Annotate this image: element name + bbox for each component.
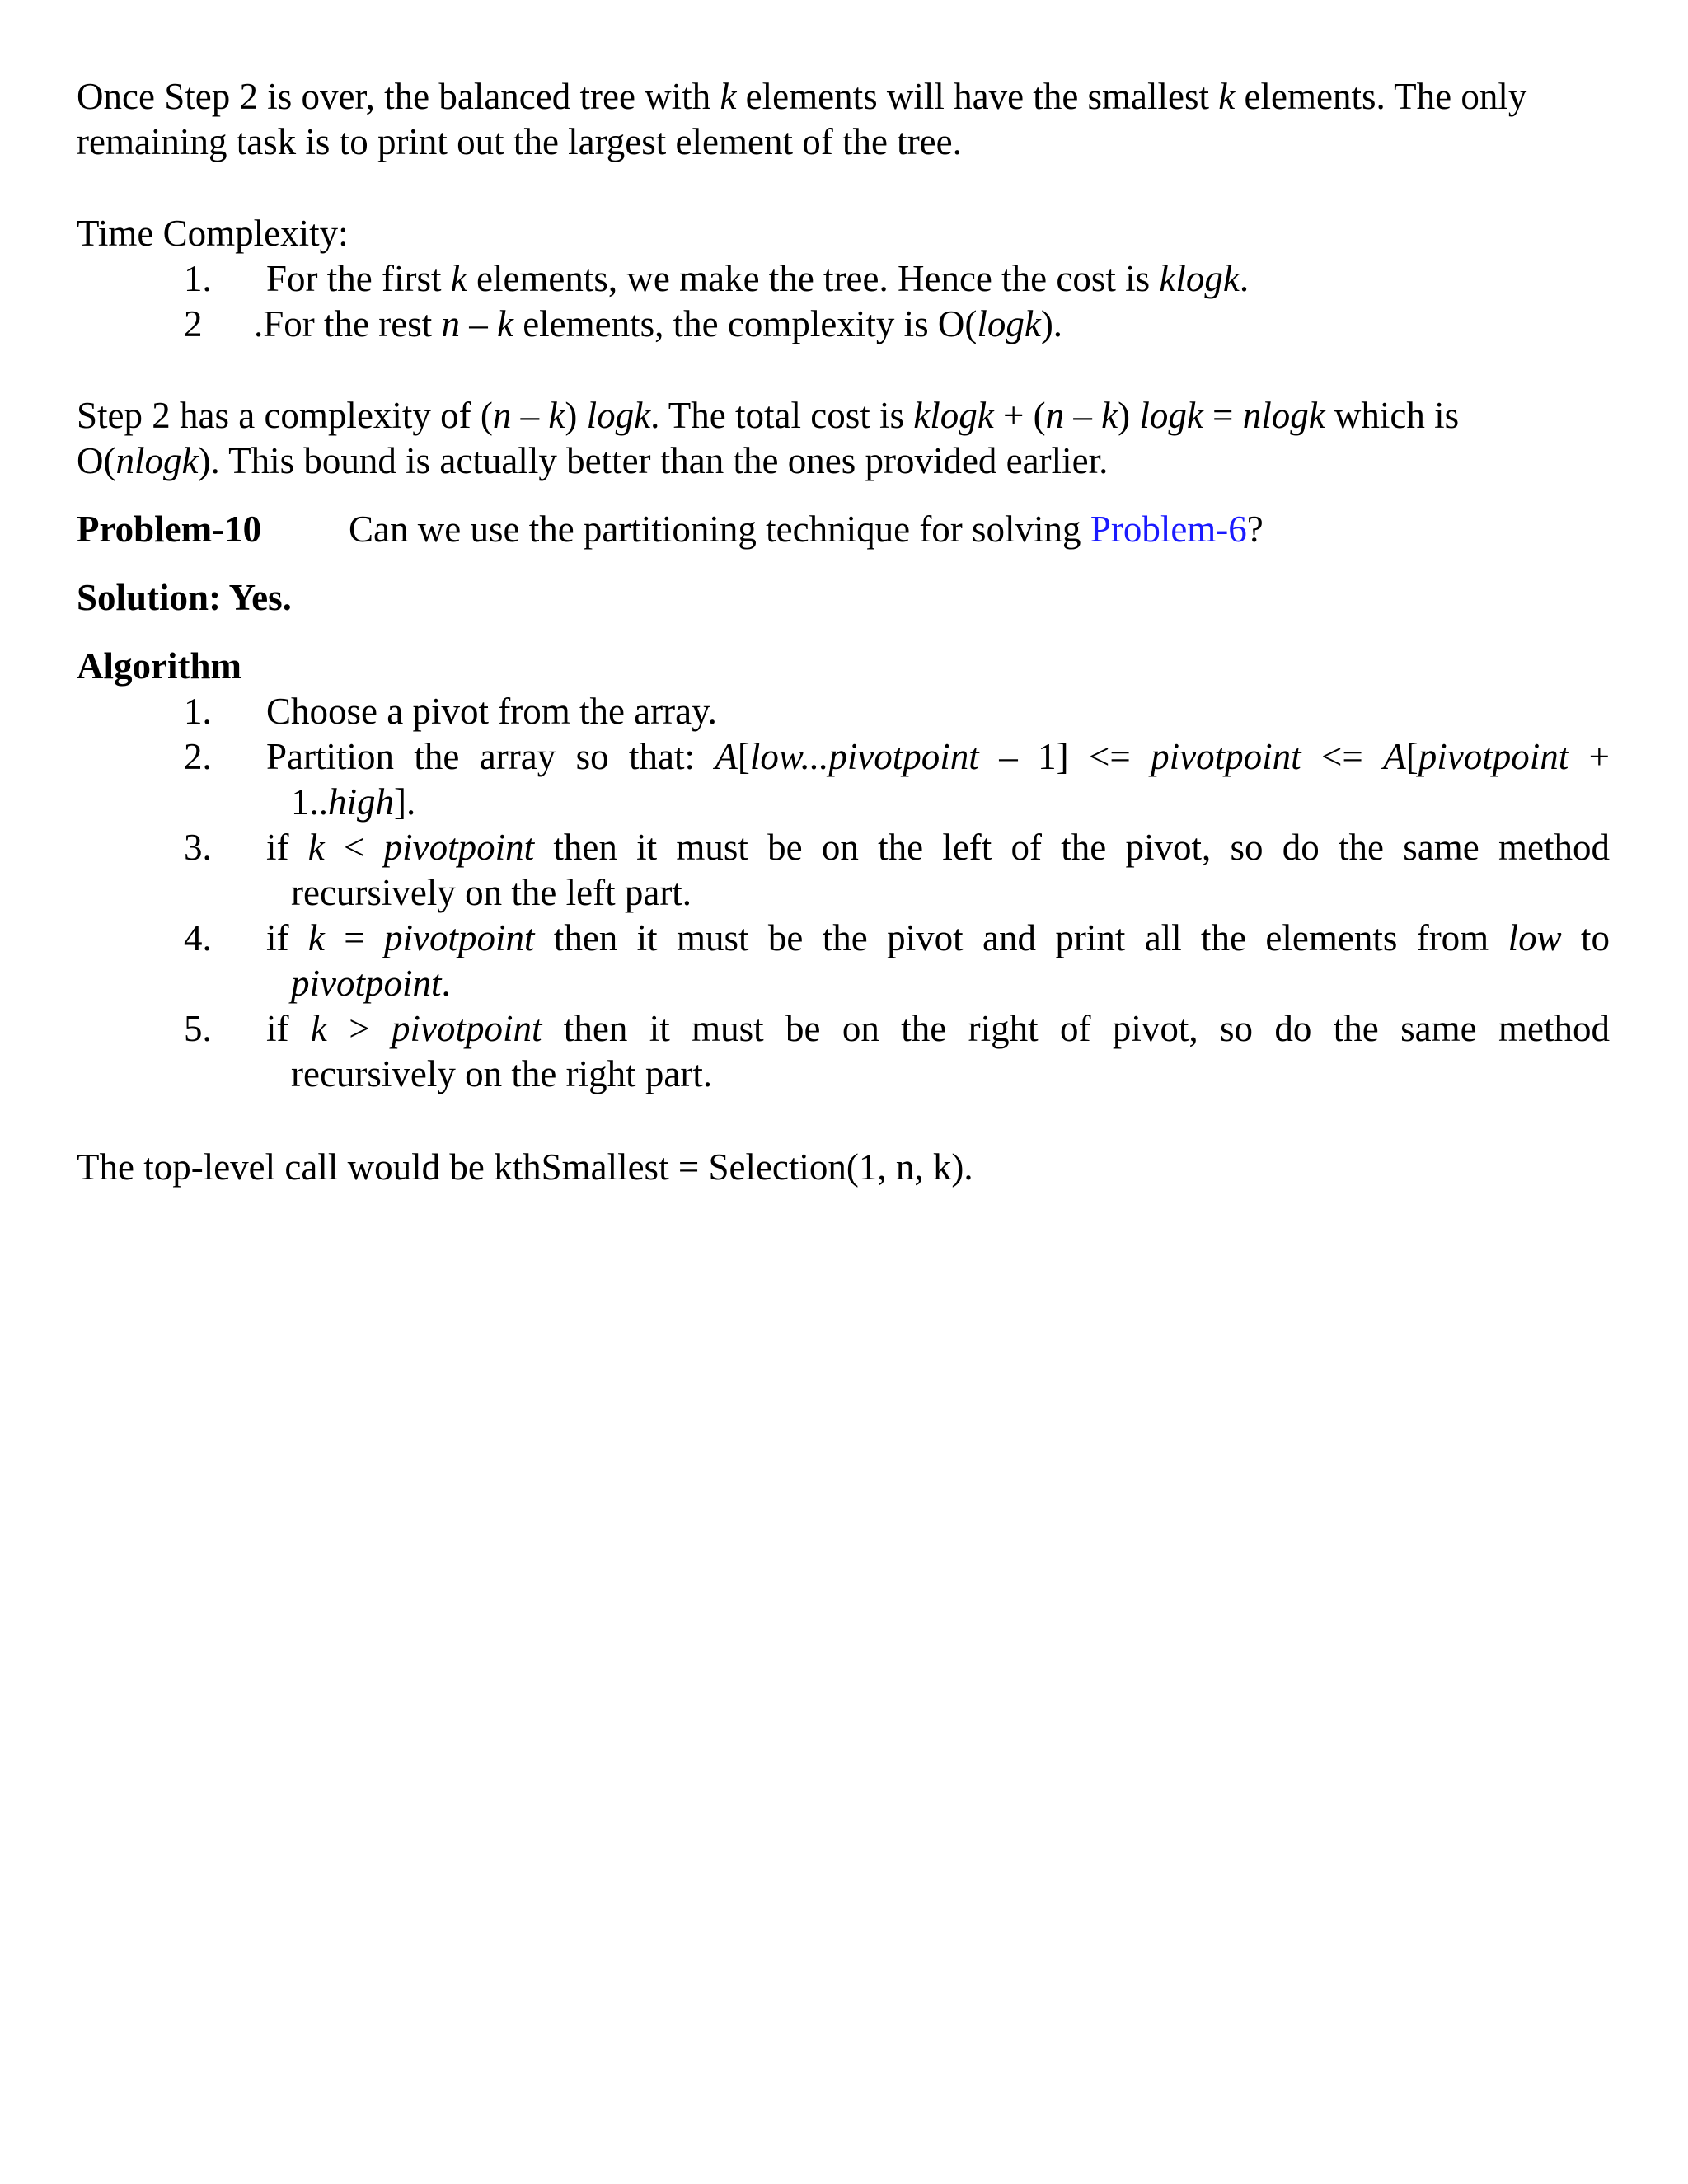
var-pivotpoint: pivotpoint	[383, 827, 535, 868]
item-number: 1.	[184, 258, 212, 299]
text: <	[324, 827, 384, 868]
text: elements will have the smallest	[736, 76, 1219, 117]
item-line-2	[266, 780, 1610, 825]
item-line-2: recursively on the right part.	[291, 1053, 713, 1094]
var-nlogk: nlogk	[115, 440, 199, 481]
list-item	[77, 302, 1610, 347]
text: <=	[1301, 736, 1384, 777]
var-pivotpoint: pivotpoint	[291, 963, 442, 1004]
item-line-1	[266, 734, 1610, 780]
text: + (	[993, 395, 1046, 436]
text: 1..	[291, 781, 328, 823]
list-item	[77, 916, 1610, 1006]
text: then it must be on the left of the pivot, so do the same method	[534, 827, 1610, 868]
var-pivotpoint: pivotpoint	[383, 917, 535, 958]
var-logk: logk	[977, 303, 1041, 344]
item-line-1	[266, 916, 1610, 961]
text: .	[1239, 258, 1250, 299]
text: O(	[77, 440, 116, 481]
var-pivotpoint: pivotpoint	[1151, 736, 1301, 777]
var-a: A	[715, 736, 738, 777]
item-number: 1.	[184, 691, 212, 732]
text: then it must be the pivot and print all the elements from	[534, 917, 1508, 958]
text: Can we use the partitioning technique for solving	[349, 509, 1090, 550]
intro-line-1	[77, 74, 1610, 120]
text: elements. The only	[1235, 76, 1527, 117]
algorithm-heading	[77, 644, 1610, 689]
text: ].	[394, 781, 416, 823]
text: Step 2 has a complexity of (	[77, 395, 493, 436]
var-k: k	[1218, 76, 1236, 117]
algorithm-title: Algorithm	[77, 645, 241, 687]
var-logk: logk	[1139, 395, 1203, 436]
var-n: n	[441, 303, 460, 344]
item-number: 3.	[184, 827, 212, 868]
var-k: k	[720, 76, 737, 117]
list-item	[77, 734, 1610, 825]
text: )	[1118, 395, 1140, 436]
var-pivotpoint: pivotpoint	[392, 1008, 542, 1049]
text: Once Step 2 is over, the balanced tree with	[77, 76, 720, 117]
var-k: k	[307, 827, 325, 868]
text: =	[324, 917, 384, 958]
solution-text: Solution: Yes.	[77, 577, 292, 618]
var-k: k	[496, 303, 513, 344]
time-complexity-heading: Time Complexity:	[77, 213, 349, 254]
algorithm-list	[77, 689, 1610, 1097]
text: –	[511, 395, 549, 436]
list-item	[77, 689, 1610, 734]
text: which is	[1325, 395, 1460, 436]
text: [	[737, 736, 750, 777]
text: ).	[1040, 303, 1063, 344]
var-n: n	[1045, 395, 1065, 436]
intro-line-2: remaining task is to print out the largest element of the tree.	[77, 121, 962, 162]
text: Choose a pivot from the array.	[266, 691, 717, 732]
text: elements, we make the tree. Hence the cost is	[467, 258, 1160, 299]
text: For the first	[266, 258, 451, 299]
text: if	[266, 827, 308, 868]
text: –	[1064, 395, 1102, 436]
text: – 1] <=	[978, 736, 1151, 777]
list-item	[77, 256, 1610, 302]
item-line-1	[266, 1006, 1610, 1052]
var-nlogk: nlogk	[1242, 395, 1325, 436]
text: if	[266, 917, 308, 958]
text: elements, the complexity is O(	[513, 303, 978, 344]
item-line-1	[266, 825, 1610, 870]
step2-line-1	[77, 393, 1610, 438]
var-low-pivotpoint: low...pivotpoint	[749, 736, 979, 777]
item-number: 5.	[184, 1008, 212, 1049]
var-high: high	[328, 781, 395, 823]
step2-line-2	[77, 438, 1610, 484]
text: then it must be on the right of pivot, so do the same method	[542, 1008, 1610, 1049]
list-item	[77, 1006, 1610, 1097]
var-k: k	[1101, 395, 1118, 436]
problem-6-link[interactable]: Problem-6	[1090, 509, 1247, 550]
item-number: 2	[184, 303, 203, 344]
var-k: k	[307, 917, 325, 958]
var-k: k	[450, 258, 467, 299]
problem-text	[349, 507, 1264, 552]
text: =	[1203, 395, 1243, 436]
item-line-2: recursively on the left part.	[291, 872, 692, 913]
closing-line: The top-level call would be kthSmallest = Selection(1, n, k).	[77, 1146, 973, 1188]
item-line-2	[266, 961, 1610, 1006]
time-complexity-list	[77, 256, 1610, 347]
text: .	[441, 963, 451, 1004]
var-klogk: klogk	[1159, 258, 1240, 299]
document-page	[77, 74, 1610, 1190]
var-k: k	[548, 395, 565, 436]
var-klogk: klogk	[913, 395, 994, 436]
var-low: low	[1507, 917, 1562, 958]
text: [	[1405, 736, 1418, 777]
var-logk: logk	[586, 395, 651, 436]
item-number: 2.	[184, 736, 212, 777]
text: Partition the array so that:	[266, 736, 715, 777]
list-item	[77, 825, 1610, 916]
problem-statement	[77, 507, 1610, 552]
text: to	[1561, 917, 1610, 958]
text: >	[326, 1008, 392, 1049]
var-a: A	[1383, 736, 1406, 777]
item-number: 4.	[184, 917, 212, 958]
solution-heading	[77, 575, 1610, 621]
text: –	[459, 303, 497, 344]
text: ?	[1246, 509, 1264, 550]
var-pivotpoint: pivotpoint	[1418, 736, 1569, 777]
text: ). This bound is actually better than the ones provided earlier.	[198, 440, 1109, 481]
text: +	[1568, 736, 1610, 777]
text: if	[266, 1008, 311, 1049]
text: )	[565, 395, 587, 436]
text: .For the rest	[254, 303, 442, 344]
var-k: k	[310, 1008, 327, 1049]
text: . The total cost is	[650, 395, 914, 436]
var-n: n	[492, 395, 512, 436]
problem-label: Problem-10	[77, 509, 262, 550]
